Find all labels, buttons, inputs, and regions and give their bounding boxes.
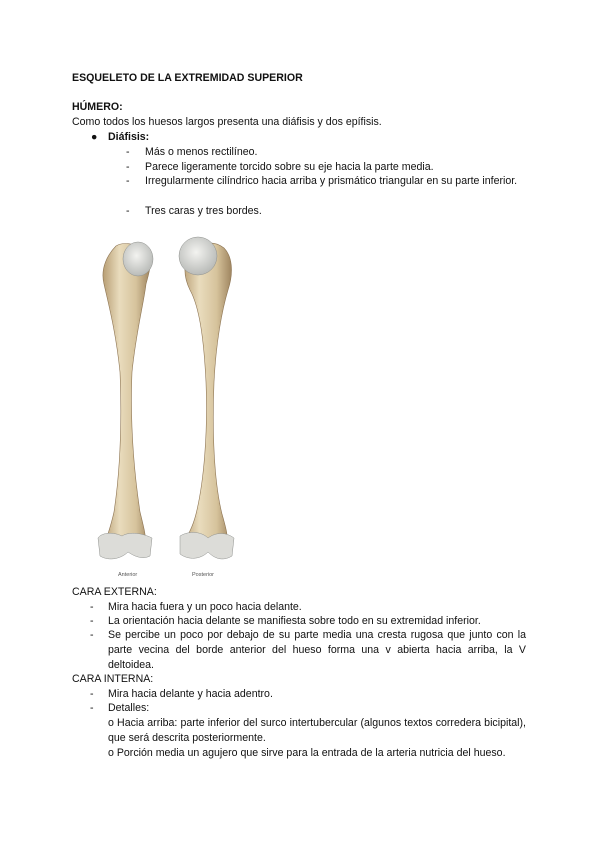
list-item: Detalles: xyxy=(108,702,150,714)
cara-interna-heading: CARA INTERNA: xyxy=(72,673,154,685)
figure-caption-posterior: Posterior xyxy=(192,572,215,578)
bullet-dot: ● xyxy=(91,131,98,143)
humerus-anterior xyxy=(98,242,153,559)
list-item: Se percibe un poco por debajo de su parte media una cresta rugosa que junto con la parte vecina del borde anterior del hueso forma una v abierta hacia arriba, la V deltoidea. xyxy=(108,629,526,671)
list-item: Mira hacia fuera y un poco hacia delante. xyxy=(108,601,302,613)
list-dash: - xyxy=(90,688,94,700)
list-item: Mira hacia delante y hacia adentro. xyxy=(108,688,273,700)
list-dash: - xyxy=(90,615,94,627)
diafisis-label: Diáfisis: xyxy=(108,131,150,143)
list-item: Más o menos rectilíneo. xyxy=(145,146,258,158)
list-item: Parece ligeramente torcido sobre su eje hacia la parte media. xyxy=(145,161,434,173)
list-dash: - xyxy=(126,146,130,158)
list-dash: - xyxy=(126,205,130,217)
list-dash: - xyxy=(126,161,130,173)
list-dash: - xyxy=(126,175,130,187)
list-item: Tres caras y tres bordes. xyxy=(145,205,262,217)
list-dash: - xyxy=(90,601,94,613)
figure-caption-anterior: Anterior xyxy=(118,572,138,578)
cara-externa-heading: CARA EXTERNA: xyxy=(72,586,157,598)
intro-paragraph: Como todos los huesos largos presenta una diáfisis y dos epífisis. xyxy=(72,116,382,128)
humerus-illustration xyxy=(86,232,256,584)
humerus-figure xyxy=(86,232,256,584)
document-title: ESQUELETO DE LA EXTREMIDAD SUPERIOR xyxy=(72,72,303,84)
list-item: La orientación hacia delante se manifiesta sobre todo en su extremidad inferior. xyxy=(108,615,481,627)
humerus-posterior xyxy=(179,237,234,559)
sub-list-item: o Hacia arriba: parte inferior del surco intertubercular (algunos textos corredera bicipital), que será descrita posteriormente. xyxy=(108,717,526,744)
list-item: Irregularmente cilíndrico hacia arriba y prismático triangular en su parte inferior. xyxy=(145,175,518,187)
section-heading-humero: HÚMERO: xyxy=(72,101,123,113)
list-dash: - xyxy=(90,629,94,641)
sub-list-item: o Porción media un agujero que sirve para la entrada de la arteria nutricia del hueso. xyxy=(108,747,506,759)
list-dash: - xyxy=(90,702,94,714)
